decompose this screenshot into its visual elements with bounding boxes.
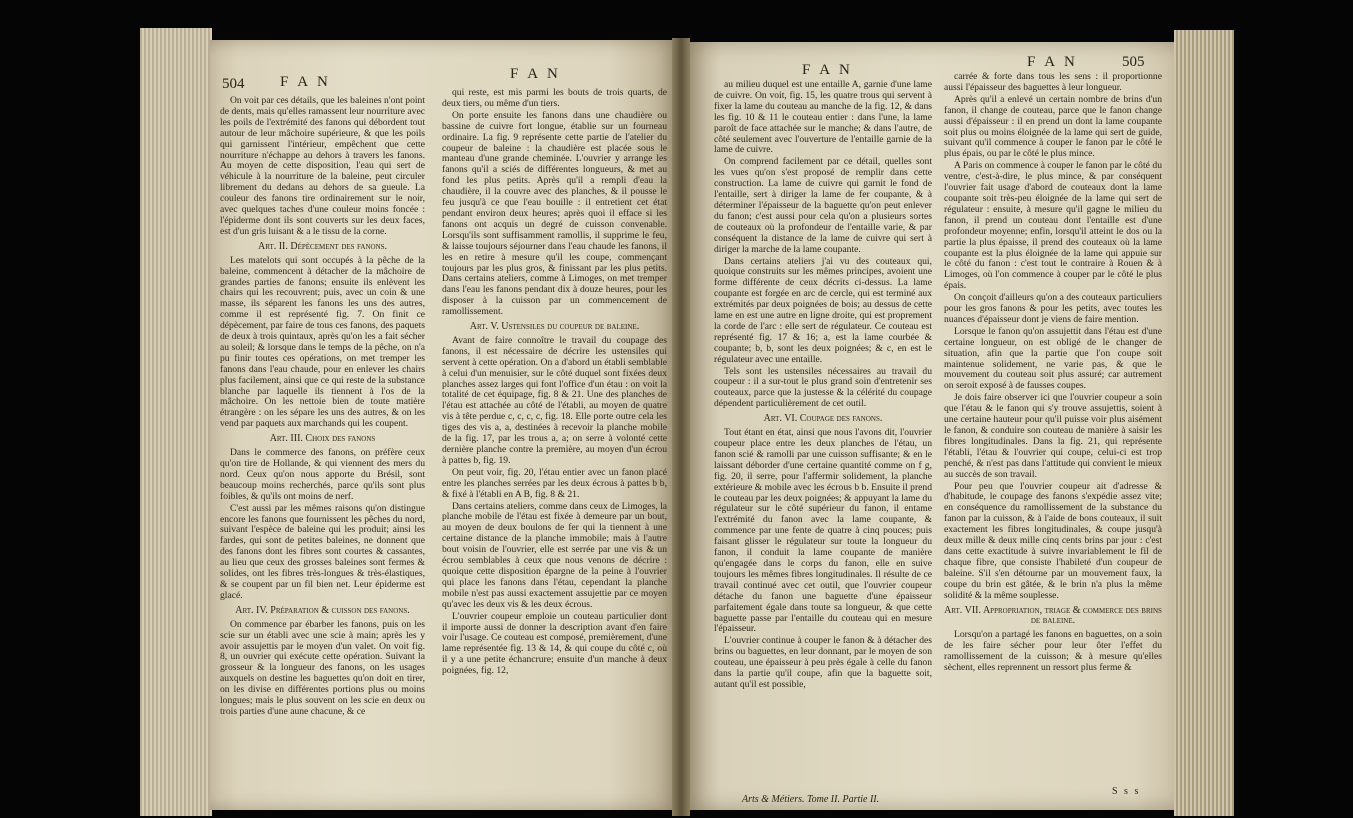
running-head: F A N xyxy=(510,66,561,82)
paragraph: Avant de faire connoître le travail du coupage des fanons, il est nécessaire de décrire les ustensiles qui servent à cette opération. On a d'abord un établi semblable à celui d'un menuisier, sur le côté duquel sont fixées deux planches assez larges qui font l'office d'un étau : on voit la totalité de cet équipage, fig. 8 & 21. Une des planches de l'étau est attachée au côté de l'établi, au moyen de quatre vis à tête perdue c, c, c, c, fig. 18. Elle porte outre cela les tiges des vis a, a, destinées à recevoir la planche mobile de la fig. 17, par les trous a, a; on serre à volonté cette dernière planche contre la première, au moyen d'un écrou à pattes b, fig. 19. xyxy=(442,334,667,466)
section-heading: Art. II. Dépècement des fanons. xyxy=(257,240,388,252)
paragraph: On comprend facilement par ce détail, quelles sont les vues qu'on s'est proposé de remplir dans cette construction. La lame de cuivre qui garnit le fond de l'entaille, sert à diriger la lame de fer coupante, & à déterminer l'épaisseur de la baguette qu'on peut enlever du fanon; c'est aussi pour cela qu'on a plusieurs sortes de couteaux où la profondeur de l'entaille varie, & par conséquent la distance de la lame de cuivre qui sert à diriger la marche de la lame coupante. xyxy=(714,156,932,255)
paragraph: On porte ensuite les fanons dans une chaudière ou bassine de cuivre fort longue, établie sur un fourneau ordinaire. La fig. 9 représente cette partie de l'atelier du coupeur de baleine : la chaudière est placée sous le manteau d'une grande cheminée. L'ouvrier y arrange les fanons qu'il a sciés de différentes longueurs, & met au fond les plus petits. Après qu'il a rempli d'eau la chaudière, il la couvre avec des planches, & il pousse le feu jusqu'à ce que l'eau bouille : il entretient cet état pendant environ deux heures; après quoi il efface si les fanons ont acquis un degré de cuisson convenable. Lorsqu'ils sont suffisamment ramollis, il supprime le feu, & laisse toujours séjourner dans l'eau chaude les fanons, il les en retire à mesure qu'il les coupe, commençant toujours par les plus gros, & finissant par les plus petits. Dans certains ateliers, comme à Limoges, on met tremper dans l'eau les fanons pendant dix à douze heures, pour les disposer à la cuisson par un commencement de ramollissement. xyxy=(442,109,667,318)
section-heading: Art. V. Ustensiles du coupeur de baleine. xyxy=(469,321,640,333)
page-number: 505 xyxy=(1122,54,1145,70)
paragraph: Les matelots qui sont occupés à la pêche de la baleine, commencent à détacher de la mâchoire de grandes parties de fanons; ensuite ils enlèvent les chairs qui les recouvrent; puis, avec un coin & une masse, ils séparent les fanons les uns des autres, comme il est représenté fig. 7. On finit ce dépècement, par faire de tous ces fanons, des paquets de deux à trois quintaux, après qu'on les a fait sécher au soleil; & lorsque dans le temps de la pêche, on n'a pu finir toutes ces opérations, on met tremper les fanons dans l'eau chaude, pour en enlever les chairs plus facilement, ainsi que ce qui reste de la substance blanche par laquelle ils tiennent à l'os de la mâchoire. On les nettoie bien de toute matière étrangère : on les sépare les uns des autres, & on les vend par paquets aux marchands qui les coupent. xyxy=(220,254,425,430)
paragraph: On peut voir, fig. 20, l'étau entier avec un fanon placé entre les planches serrées par les deux écrous à pattes b b, & fixé à l'établi en A B, fig. 8 & 21. xyxy=(442,466,667,500)
paragraph: Lorsqu'on a partagé les fanons en baguettes, on a soin de les faire sécher pour leur ôter l'effet du ramollissement de la cuisson; & à mesure qu'elles sèchent, elles reprennent un ressort plus ferme & xyxy=(944,629,1162,674)
paragraph: Dans certains ateliers, comme dans ceux de Limoges, la planche mobile de l'étau est fixée à demeure par un bout, au moyen de deux boulons de fer qui la tiennent à une certaine distance de la planche immobile; mais à l'autre bout voisin de l'ouvrier, elle est serrée par une vis & un écrou semblables à ceux que nous venons de décrire : quoique cette disposition épargne de la peine à l'ouvrier qui place les fanons dans l'étau, cependant la planche mobile n'est pas aussi exactement assujettie par ce moyen qu'avec les deux vis & les deux écrous. xyxy=(442,500,667,610)
paragraph: carrée & forte dans tous les sens : il proportionne aussi l'épaisseur des baguettes à leur longueur. xyxy=(944,71,1162,93)
paragraph: Tels sont les ustensiles nécessaires au travail du coupeur : il a sur-tout le plus grand soin d'entretenir ses couteaux, parce que la justesse & la célérité du coupage dépendent particulièrement de cet outil. xyxy=(714,365,932,410)
text-column-left xyxy=(220,96,425,719)
paragraph: Je dois faire observer ici que l'ouvrier coupeur a soin que l'étau & le fanon qui s'y trouve assujettis, soient à une certaine hauteur pour qu'il puisse voir plus aisément le fanon, & conduire son couteau de manière à saisir les fibres longitudinales. Dans la fig. 21, qui représente l'établi, l'étau & l'ouvrier qui coupe, celui-ci est trop penché, & n'est pas dans l'attitude qui convient le mieux au succès de son travail. xyxy=(944,392,1162,480)
section-heading: Art. VI. Coupage des fanons. xyxy=(763,413,883,425)
paragraph: C'est aussi par les mêmes raisons qu'on distingue encore les fanons que fournissent les pêches du nord, suivant l'espèce de baleine qui les produit; ainsi les fardes, qui sont de petites baleines, ne donnent que des fanons dont les fibres sont courtes & cassantes, au lieu que ceux des grosses baleines sont fermes & solides, ont les fibres très-longues & très-élastiques, & se coupent par un fil bien net. Leur épiderme est glacé. xyxy=(220,502,425,601)
page-number: 504 xyxy=(222,76,245,92)
footer-signature-line: Arts & Métiers. Tome II. Partie II. xyxy=(742,794,880,805)
paragraph: L'ouvrier continue à couper le fanon & à détacher des brins ou baguettes, en leur donnant, par le moyen de son couteau, une épaisseur à peu près égale à celle du fanon dans la partie qu'il coupe, afin que la baguette soit, autant qu'il est possible, xyxy=(714,635,932,690)
text-column-right xyxy=(442,88,667,678)
right-page xyxy=(682,42,1174,810)
running-head: F A N xyxy=(1027,54,1078,70)
book-gutter xyxy=(672,38,690,816)
section-heading: Art. III. Choix des fanons xyxy=(269,433,376,445)
paragraph: Dans certains ateliers j'ai vu des couteaux qui, quoique construits sur les mêmes principes, avoient une forme différente de ceux décrits ci-dessus. La lame coupante est forgée en arc de cercle, qui est terminé aux extrémités par deux poignées de bois; au dessus de cette lame en est une autre en ligne droite, qui est proprement la corde de l'arc : elle sert de régulateur. Ce couteau est représenté fig. 17 & 16; a, est la lame courbée & coupante; b, b, sont les deux poignées; & c, en est le régulateur avec une entaille. xyxy=(714,255,932,365)
running-head: F A N xyxy=(802,62,853,78)
paragraph: L'ouvrier coupeur emploie un couteau particulier dont il importe aussi de donner la description avant d'en faire voir l'usage. Ce couteau est composé, premièrement, d'une lame représentée fig. 13 & 14, & qui coupe du côté c, où il y a une petite échancrure; ensuite d'un manche à deux poignées, fig. 12, xyxy=(442,610,667,677)
section-heading: Art. VII. Appropriation, triage & commerce des brins de baleine. xyxy=(944,604,1162,627)
text-column-left xyxy=(714,80,932,692)
section-heading: Art. IV. Préparation & cuisson des fanons. xyxy=(235,604,410,616)
left-fore-edge xyxy=(140,28,212,816)
running-head: F A N xyxy=(280,74,331,90)
paragraph: On voit par ces détails, que les baleines n'ont point de dents, mais qu'elles ramassent leur nourriture avec les poils de l'extrémité des fanons qui débordent tout autour de leur mâchoire supérieure, & que les poils qui garnissent l'intérieur, empêchent que cette nourriture n'échappe au dehors à travers les fanons. Au moyen de cette disposition, l'eau qui sert de véhicule à la nourriture de la baleine, peut circuler librement du dedans au dehors de sa gueule. La couleur des fanons tire ordinairement sur le noir, avec quelques taches d'une couleur moins foncée : l'épiderme dont ils sont couverts sur les deux faces, est d'un gris luisant & a le tissu de la corne. xyxy=(220,95,425,237)
signature-mark: S s s xyxy=(1112,786,1141,797)
paragraph: Tout étant en état, ainsi que nous l'avons dit, l'ouvrier coupeur place entre les deux planches de l'étau, un fanon scié & ramolli par une cuisson suffisante; & en le laissant déborder d'une certaine quantité comme on f g, fig. 20, il serre, pour l'affermir solidement, la planche extérieure & mobile avec les écrous b b. Ensuite il prend le couteau par les deux poignées; & appuyant la lame du régulateur sur le côté supérieur du fanon, il entame l'extrémité du fanon avec la lame coupante, & commence par une fente de quatre à cinq pouces; puis faisant glisser le régulateur sur toute la longueur du fanon, il conduit la lame coupante de manière qu'engagée dans le corps du fanon, elle en suive toujours les mêmes fibres longitudinales. Il résulte de ce travail continué avec cet outil, que l'ouvrier coupeur détache du fanon une baguette d'une épaisseur parfaitement égale dans toute sa longueur, & que cette baguette passe par l'entaille du couteau qui en mesure l'épaisseur. xyxy=(714,427,932,635)
paragraph: Dans le commerce des fanons, on préfère ceux qu'on tire de Hollande, & qui viennent des mers du nord. Ceux qu'on nous apporte du Brésil, sont beaucoup moins recherchés, parce qu'ils sont plus foibles, & qu'ils ont moins de nerf. xyxy=(220,447,425,502)
paragraph: A Paris on commence à couper le fanon par le côté du ventre, c'est-à-dire, le plus mince, & par conséquent l'ouvrier fait usage d'abord de couteaux dont la lame coupante soit très-peu éloignée de la lame qui sert de régulateur : ensuite, à mesure qu'il gagne le milieu du fanon, il prend un couteau dont l'entaille est d'une profondeur moyenne; enfin, lorsqu'il atteint le dos ou la partie la plus épaisse, il prend des couteaux où la lame coupante est la plus éloignée de la lame qui appuie sur le côté du fanon : c'est tout le contraire à Rouen & à Limoges, où l'on commence à couper par le côté le plus épais. xyxy=(944,160,1162,292)
text-column-right xyxy=(944,72,1162,675)
paragraph: qui reste, est mis parmi les bouts de trois quarts, de deux tiers, ou même d'un tiers. xyxy=(442,87,667,109)
paragraph: au milieu duquel est une entaille A, garnie d'une lame de cuivre. On voit, fig. 15, les quatre trous qui servent à fixer la lame du couteau au manche de la fig. 12, & dans les fig. 10 & 11 le couteau entier : dans l'une, la lame paroît de face attachée sur le manche; & dans l'autre, de côté seulement avec l'ouverture de l'entaille garnie de la lame de cuivre. xyxy=(714,79,932,156)
paragraph: On commence par ébarber les fanons, puis on les scie sur un établi avec une scie à main; après les y avoir assujettis par le moyen d'un valet. On voit fig. 8, un ouvrier qui exécute cette opération. Suivant la grosseur & la longueur des fanons, on les usages auxquels on destine les baguettes qu'on doit en tirer, on les divise en différentes portions plus ou moins longues; mais le plus souvent on les scie en deux ou trois parties d'une aune chacune, & ce xyxy=(220,618,425,717)
left-page xyxy=(210,40,680,810)
paragraph: On conçoit d'ailleurs qu'on a des couteaux particuliers pour les gros fanons & pour les petits, avec toutes les nuances d'épaisseur dont je viens de faire mention. xyxy=(944,292,1162,325)
paragraph: Pour peu que l'ouvrier coupeur ait d'adresse & d'habitude, le coupage des fanons s'expédie assez vite; en conséquence du ramollissement de la substance du fanon par la cuisson, & à l'aide de bons couteaux, il suit exactement les fibres longitudinales, & coupe jusqu'à deux mille & deux mille cinq cents brins par jour : c'est dans cette exactitude à suivre invariablement le fil de chaque fibre, que consiste l'habileté d'un coupeur de baleine. S'il s'en détourne par un mouvement faux, la coupe du brin est gâtée, & le brin n'a plus la même solidité & la même souplesse. xyxy=(944,480,1162,601)
paragraph: Lorsque le fanon qu'on assujettit dans l'étau est d'une certaine longueur, on est obligé de le changer de situation, afin que la partie que l'on coupe soit maintenue solidement, ne varie pas, & que le mouvement du couteau soit plus assuré; car autrement on seroit exposé à de fausses coupes. xyxy=(944,325,1162,392)
paragraph: Après qu'il a enlevé un certain nombre de brins d'un fanon, il change de couteau, parce que le fanon change aussi d'épaisseur : il en prend un dont la lame coupante soit plus ou moins éloignée de la lame qui sert de guide, suivant qu'il commence à couper le fanon par le côté le plus épais, ou par le côté le plus mince. xyxy=(944,93,1162,160)
right-fore-edge xyxy=(1174,30,1234,816)
